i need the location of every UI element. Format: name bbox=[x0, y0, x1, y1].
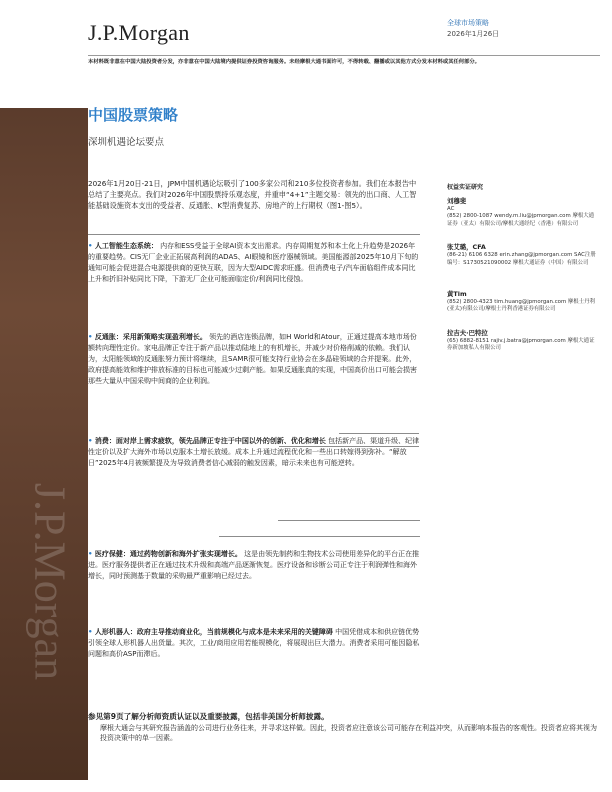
bullet-text: 领先的酒店连锁品牌，如H World和Atour，正通过提高本地市场份额转向理性定价。家电品牌正专注于新产品以推动陆地上的有机增长，并减少对价格削减的依赖。我们认为，太阳能领域的反通胀努力预计将继续，且SAMR很可能支持行业协会在多晶硅领域的合并提案。此外，政府提高能效和维护排放标准的目标也可能减少过剩产能。如果反通胀真的实现，中国高价出口可能会损害那些大量从中国采购中间商的企业利润。 bbox=[88, 333, 417, 385]
section-divider bbox=[219, 536, 420, 537]
analyst-contact: (852) 2800-1087 wendy.m.liu@jpmorgan.com 摩根大通证券（亚太）有限公司/摩根大通经纪（香港）有限公司 bbox=[447, 213, 595, 227]
analyst-entry bbox=[447, 290, 597, 314]
analyst-name: 刘穆斐 bbox=[447, 196, 467, 205]
bullet-text: 内存和ESS受益于全球AI资本支出需求。内存周期复苏和本土化上升趋势是2026年的重要趋势。CIS无厂企业正拓展高利润的ADAS、AI眼镜和医疗器械领域。美国能源部2025年10月下旬的通知可能会促进混合电源提供商的更快互联，因为大型AIDC需求旺盛。但消费电子/汽车面临组件成本同比上升和折旧补贴同比下降，下游无厂企业可能面临定价/利润同比侵蚀。 bbox=[88, 242, 419, 283]
analyst-contact: (86-21) 6106 6328 erin.zhang@jpmorgan.com SAC注册编号：S1730521090002 摩根大通证券（中国）有限公司 bbox=[447, 252, 596, 266]
header-divider bbox=[88, 55, 600, 56]
analyst-panel bbox=[447, 184, 597, 368]
report-title: 中国股票策略 bbox=[88, 106, 179, 124]
bullet-heading: 医疗保健：通过药物创新和海外扩张实现增长。 bbox=[94, 550, 242, 558]
section-divider bbox=[278, 520, 420, 521]
analyst-name: 黄Tim bbox=[447, 289, 467, 298]
bullet-marker: • bbox=[88, 628, 95, 636]
report-date: 2026年1月26日 bbox=[447, 30, 500, 38]
analyst-name: 张艾璐，CFA bbox=[447, 243, 486, 252]
analyst-title: AC bbox=[447, 205, 455, 212]
section-divider bbox=[339, 433, 419, 434]
report-subtitle: 深圳机遇论坛要点 bbox=[88, 137, 165, 148]
bullet-heading: 消费：面对岸上需求疲软，领先品牌正专注于中国以外的创新、优化和增长 bbox=[94, 437, 326, 445]
report-category: 全球市场策略 bbox=[447, 19, 489, 27]
bullet-heading: 人工智能生态系统： bbox=[94, 242, 158, 250]
bullet-consumption bbox=[88, 436, 422, 469]
analyst-contact: (852) 2800-4323 tim.huang@jpmorgan.com 摩根士丹利(亚太)有限公司/摩根士丹利香港证券有限公司 bbox=[447, 298, 595, 313]
header-meta bbox=[447, 18, 499, 40]
section-divider bbox=[88, 234, 420, 235]
bullet-marker: • bbox=[88, 333, 95, 341]
bullet-marker: • bbox=[88, 550, 95, 558]
bullet-anti-inflation bbox=[88, 332, 422, 387]
bullet-healthcare bbox=[88, 549, 422, 582]
footer-disclosure-heading: 参见第9页了解分析师资质认证以及重要披露，包括非美国分析师披露。 bbox=[88, 712, 329, 721]
analyst-contact: (65) 6882-8151 rajiv.j.batra@jpmorgan.com 摩根大通证券新加坡私人有限公司 bbox=[447, 337, 595, 352]
analyst-entry bbox=[447, 197, 597, 229]
bullet-heading: 人形机器人：政府主导推动商业化，当前规模化与成本是未来采用的关键障碍 bbox=[94, 628, 333, 636]
disclosure-footer bbox=[88, 712, 600, 744]
bullet-text: 包括新产品、渠道升级、纪律性定价以及扩大海外市场以克服本土增长放缓。成本上升通过流程优化和一些出口转嫁得到弥补。“解放日”2025年4月被频繁提及为导致消费者信心减弱的触发因素，暗示未来也有可能逆转。 bbox=[88, 437, 420, 467]
analyst-name: 拉吉夫·巴特拉 bbox=[447, 328, 488, 337]
bullet-humanoid-robots bbox=[88, 627, 422, 660]
bullet-text: 中国凭借成本和供应链优势引领全球人形机器人出货量。其次，工业/商用应用若能规模化，将展现出巨大潜力。消费者采用可能因隐私问题和高价ASP而滞后。 bbox=[88, 628, 420, 658]
intro-paragraph: 2026年1月20日-21日，JPM中国机遇论坛吸引了100多家公司和210多位投资者参加。我们在本报告中总结了主要亮点。我们对2026年中国股票持乐观态度，并重申“4+1”主题交易：领先的出口商、人工智能基础设施资本支出的受益者、反通胀、K型消费复苏、房地产的上行期权（图1-图5）。 bbox=[88, 179, 417, 210]
distribution-disclaimer bbox=[88, 58, 608, 66]
bullet-heading: 反通胀：采用新策略实现盈利增长。 bbox=[94, 333, 207, 341]
brand-sidebar bbox=[0, 108, 88, 780]
bullet-marker: • bbox=[88, 242, 95, 250]
sidebar-watermark: J.P.Morgan bbox=[25, 482, 75, 681]
disclaimer-text: 本材料既非意在中国大陆投资者分发，亦非意在中国大陆境内提供证券投资咨询服务。未经摩根大通书面许可，不得转载、翻播或以其他方式分发本材料或其任何部分。 bbox=[88, 59, 480, 65]
jp-morgan-logo: J.P.Morgan bbox=[88, 20, 190, 45]
analyst-group-title: 权益实证研究 bbox=[447, 184, 484, 191]
bullet-ai-ecosystem bbox=[88, 241, 422, 285]
footer-disclosure-text: 摩根大通会与其研究报告涵盖的公司进行业务往来，并寻求这样做。因此，投资者应注意该公司可能存在利益冲突，从而影响本报告的客观性。投资者应将其视为投资决策中的单一因素。 bbox=[100, 723, 597, 742]
analyst-entry bbox=[447, 243, 597, 267]
bullet-marker: • bbox=[88, 437, 95, 445]
analyst-entry bbox=[447, 329, 597, 353]
bullet-text: 这是由领先制药和生物技术公司使用差异化的平台正在推进。医疗服务提供者正在通过技术升级和高端产品逐渐恢复。医疗设备和诊断公司正专注于利润弹性和海外增长，同时预测基于数量的采购最严重影响已经过去。 bbox=[88, 550, 420, 580]
